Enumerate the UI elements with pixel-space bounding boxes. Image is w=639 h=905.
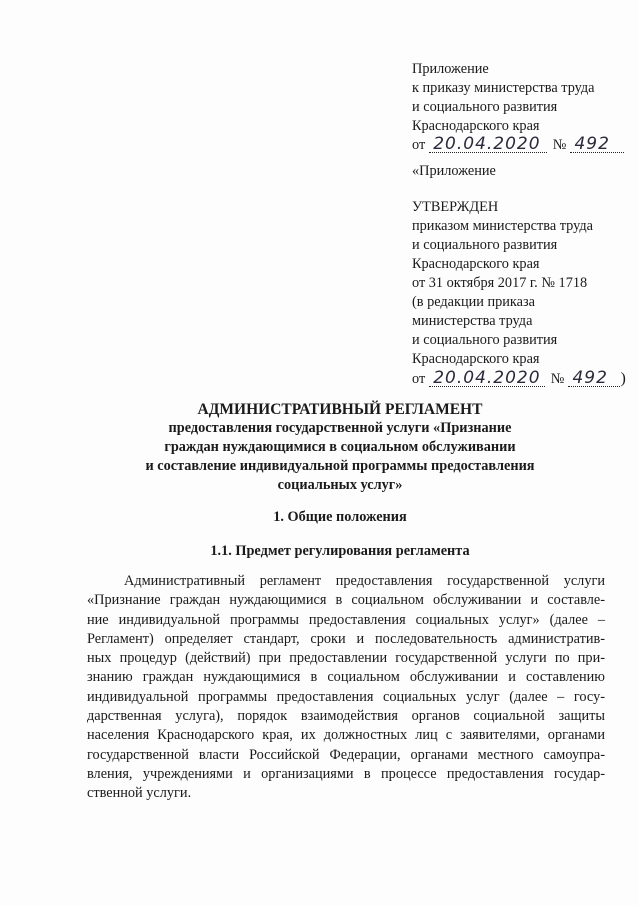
paragraph-line: Административный регламент предоставления государственной услуги [124, 573, 605, 589]
number-label: № [552, 137, 567, 153]
approved-block [412, 198, 626, 389]
appendix-quote [412, 162, 496, 181]
approved-line: Краснодарского края [412, 256, 540, 272]
title-line: и составление индивидуальной программы предоставления [145, 458, 535, 474]
section-heading-1: 1. Общие положения [273, 509, 407, 525]
date-label: от [412, 137, 426, 153]
paragraph-line: «Признание граждан нуждающимися в социальном обслуживании и составле- [87, 592, 605, 609]
appendix-line: Краснодарского края [412, 118, 540, 134]
title-line: социальных услуг» [277, 477, 403, 493]
handwritten-number: 492 [570, 137, 624, 153]
handwritten-date: 20.04.2020 [429, 137, 547, 153]
approved-date-line [412, 369, 626, 389]
paragraph-line: ных процедур (действий) при предоставлении государственной услуги по при- [87, 650, 605, 667]
number-label: № [550, 371, 565, 387]
paragraph-line: знанию граждан нуждающимися в социальном обслуживании и составлению [87, 669, 605, 686]
handwritten-number: 492 [568, 371, 620, 387]
appendix-line: Приложение [412, 61, 489, 77]
section-heading-1-1: 1.1. Предмет регулирования регламента [210, 543, 470, 559]
title-line: предоставления государственной услуги «Признание [168, 420, 512, 436]
approved-line: министерства труда [412, 313, 533, 329]
paragraph-line: индивидуальной программы предоставления социальных услуг (далее – госу- [87, 688, 605, 705]
title-main: АДМИНИСТРАТИВНЫЙ РЕГЛАМЕНТ [197, 401, 483, 418]
document-title [60, 400, 620, 495]
approved-line: Краснодарского края [412, 351, 540, 367]
appendix-quote-text: «Приложение [412, 163, 496, 179]
appendix-date-line [412, 136, 624, 155]
approved-line: УТВЕРЖДЕН [412, 199, 499, 215]
paragraph-line: ственной услуги. [87, 785, 192, 802]
paragraph-line: ние индивидуальной программы предоставления социальных услуг» (далее – [87, 611, 605, 628]
appendix-line: и социального развития [412, 99, 558, 115]
closing-bracket: ) [620, 370, 626, 387]
paragraph-line: вления, учреждениями и организациями в процессе предоставления государ- [87, 765, 605, 782]
approved-line: и социального развития [412, 237, 558, 253]
approved-line: от 31 октября 2017 г. № 1718 [412, 275, 588, 291]
handwritten-date: 20.04.2020 [429, 371, 545, 387]
approved-line: приказом министерства труда [412, 218, 594, 234]
date-label: от [412, 371, 426, 387]
body-paragraph [87, 572, 605, 804]
paragraph-line: государственной власти Российской Федерации, органами местного самоупра- [87, 746, 605, 763]
approved-line: и социального развития [412, 332, 558, 348]
appendix-line: к приказу министерства труда [412, 80, 595, 96]
appendix-header [412, 60, 624, 155]
title-line: граждан нуждающимися в социальном обслуживании [164, 439, 516, 455]
paragraph-line: Регламент) определяет стандарт, сроки и последовательность административ- [87, 630, 605, 647]
paragraph-line: дарственная услуга), порядок взаимодействия органов социальной защиты [87, 708, 605, 725]
paragraph-line: населения Краснодарского края, их должностных лиц с заявителями, органами [87, 727, 605, 744]
approved-line: (в редакции приказа [412, 294, 536, 310]
